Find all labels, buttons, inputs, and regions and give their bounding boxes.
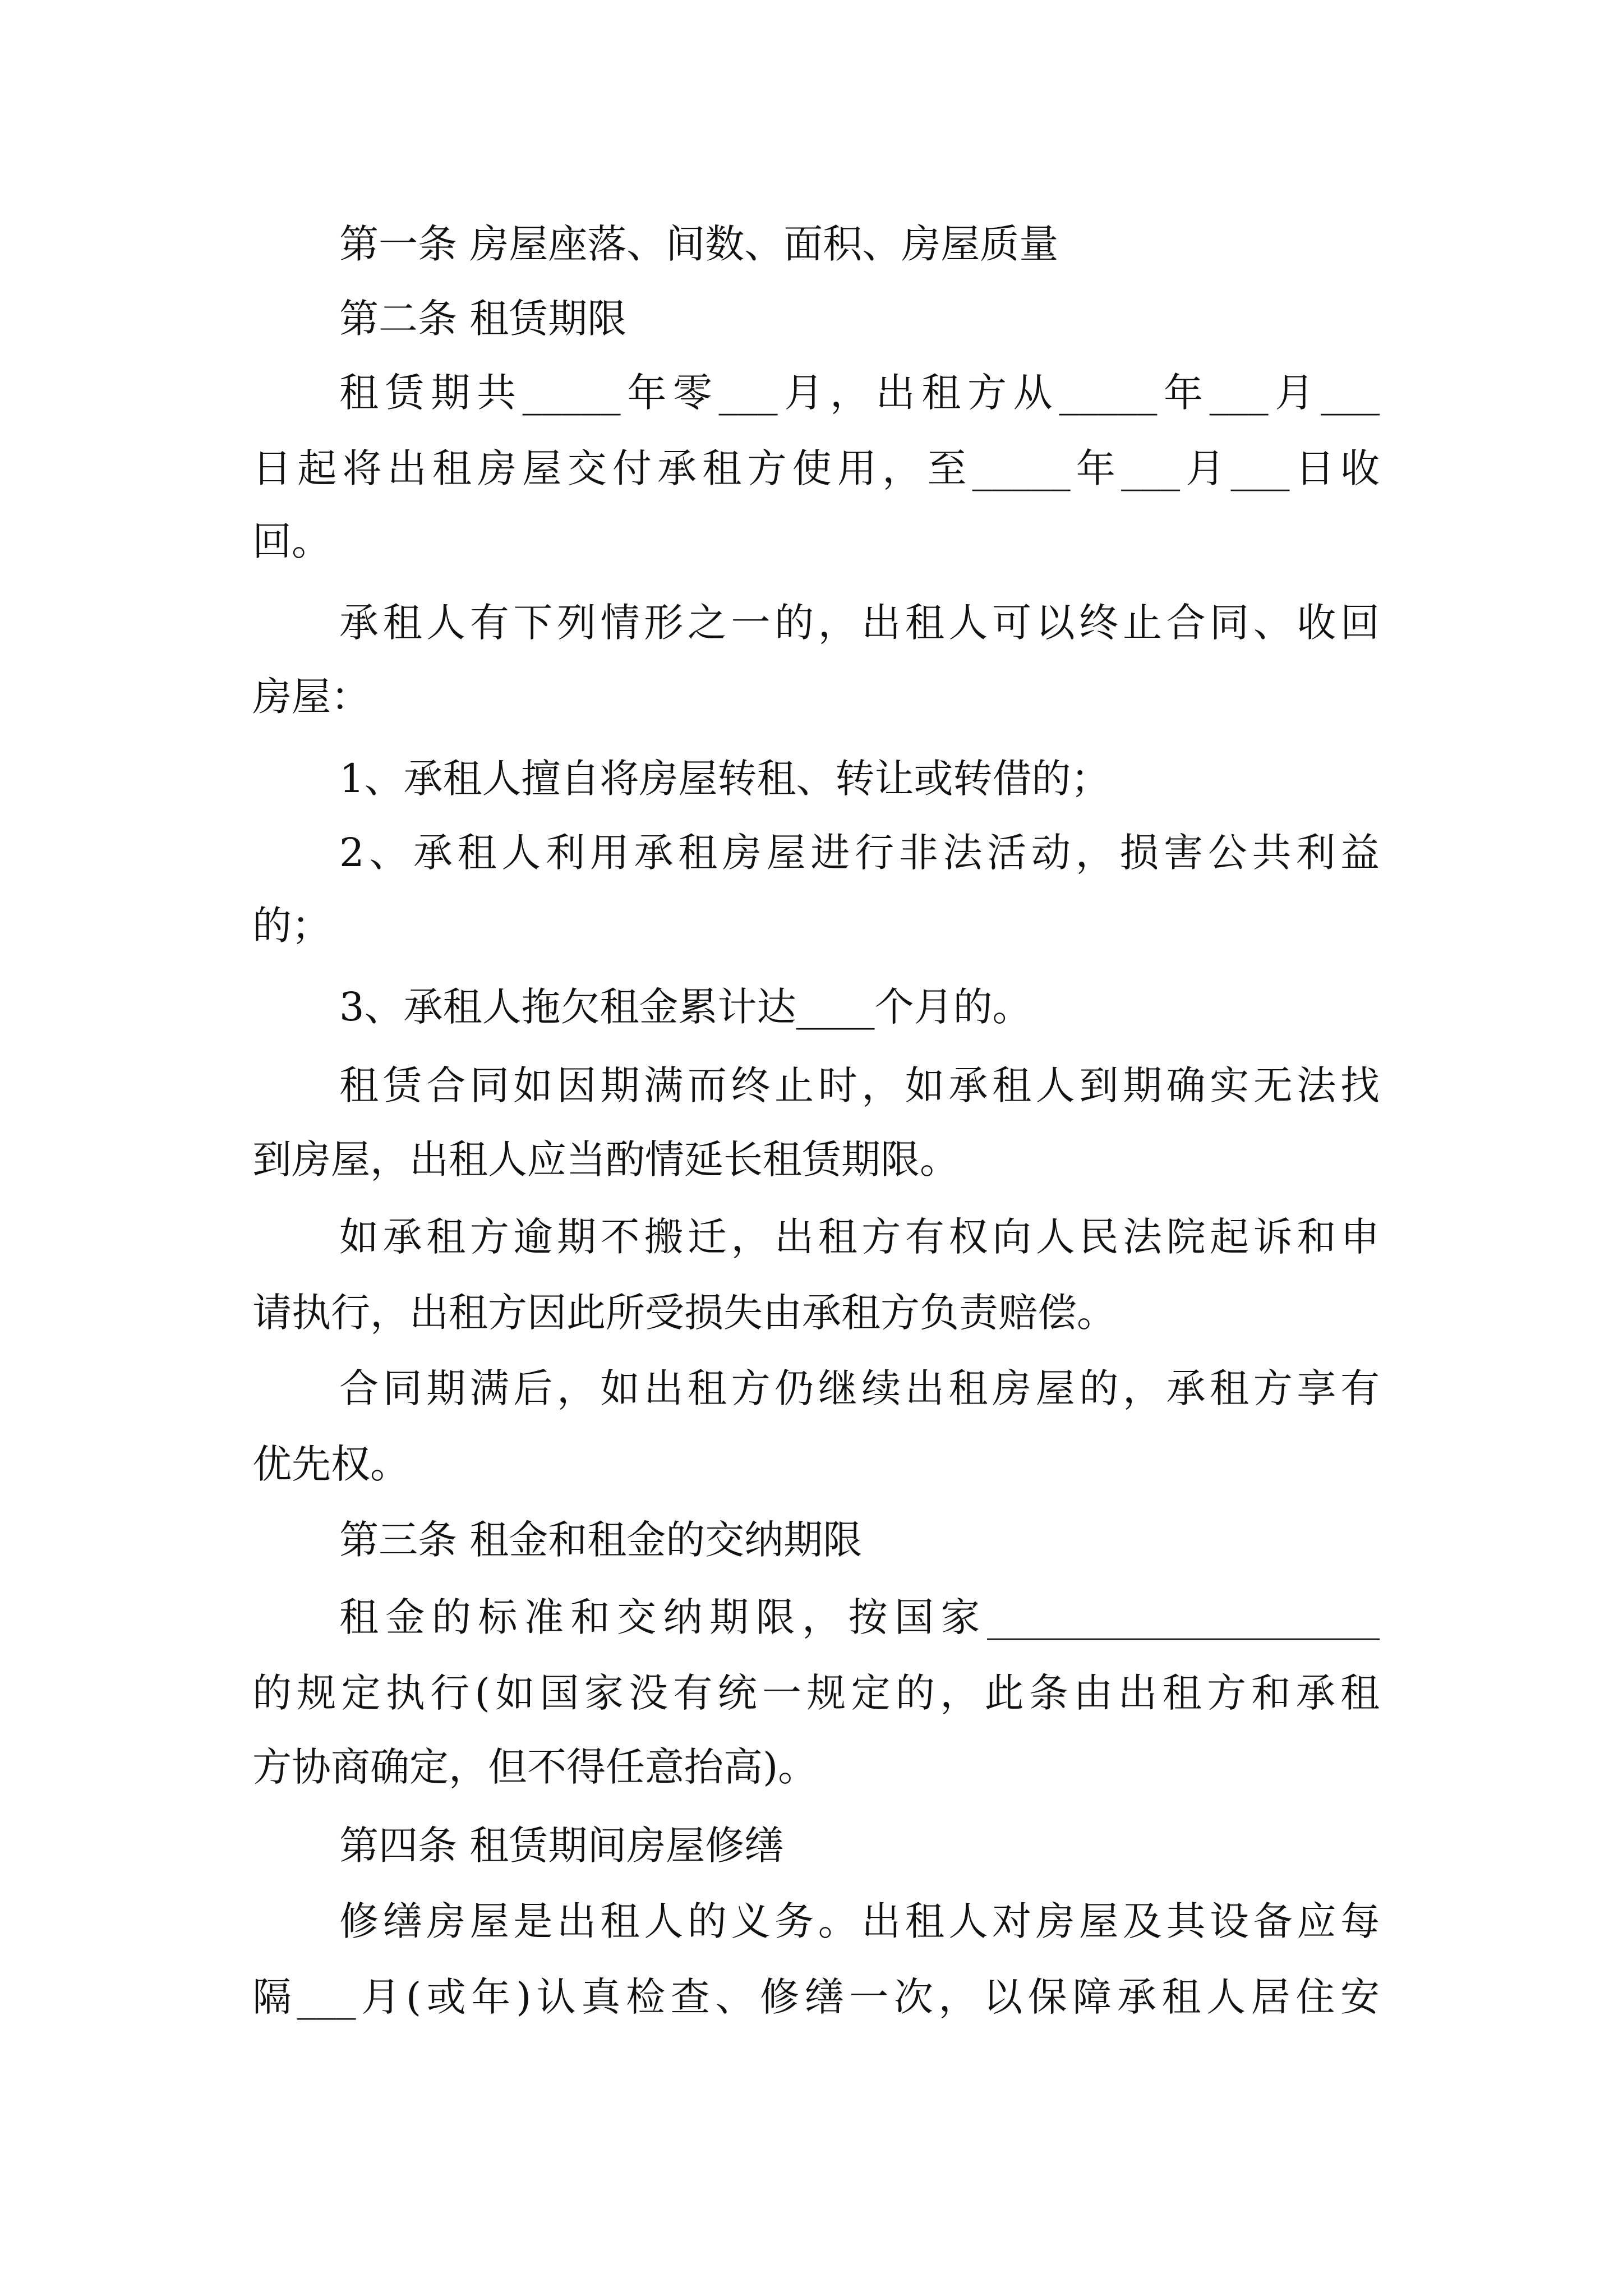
paragraph-line: 日起将出租房屋交付承租方使用，至_____年___月___日收 (252, 445, 1380, 491)
paragraph-line: 优先权。 (252, 1441, 409, 1487)
paragraph-line: 的规定执行(如国家没有统一规定的，此条由出租方和承租 (252, 1670, 1380, 1716)
paragraph-line: 合同期满后，如出租方仍继续出租房屋的，承租方享有 (339, 1365, 1380, 1411)
paragraph-line: 租赁合同如因期满而终止时，如承租人到期确实无法找 (339, 1062, 1380, 1108)
paragraph-line: 的； (252, 903, 331, 949)
article-4-heading: 第四条 租赁期间房屋修缮 (339, 1823, 784, 1869)
paragraph-line: 到房屋，出租人应当酌情延长租赁期限。 (252, 1137, 959, 1182)
paragraph-line: 租金的标准和交纳期限，按国家____________________ (339, 1594, 1380, 1640)
paragraph-line: 承租人有下列情形之一的，出租人可以终止合同、收回 (339, 600, 1380, 646)
article-2-heading: 第二条 租赁期限 (339, 296, 627, 342)
paragraph-line: 隔___月(或年)认真检查、修缮一次，以保障承租人居住安 (252, 1974, 1380, 2020)
paragraph-line: 方协商确定，但不得任意抬高)。 (252, 1744, 818, 1790)
paragraph-line: 房屋： (252, 674, 370, 720)
list-item: 1、承租人擅自将房屋转租、转让或转借的； (339, 756, 1110, 802)
paragraph-line: 租赁期共_____年零___月，出租方从_____年___月___ (339, 370, 1380, 416)
paragraph-line: 如承租方逾期不搬迁，出租方有权向人民法院起诉和申 (339, 1214, 1380, 1260)
list-item: 3、承租人拖欠租金累计达____个月的。 (339, 984, 1032, 1030)
list-item: 2、承租人利用承租房屋进行非法活动，损害公共利益 (339, 830, 1380, 876)
paragraph-line: 修缮房屋是出租人的义务。出租人对房屋及其设备应每 (339, 1898, 1380, 1944)
paragraph-line: 回。 (252, 518, 331, 564)
paragraph-line: 请执行，出租方因此所受损失由承租方负责赔偿。 (252, 1290, 1116, 1336)
article-1-heading: 第一条 房屋座落、间数、面积、房屋质量 (339, 221, 1059, 267)
article-3-heading: 第三条 租金和租金的交纳期限 (339, 1517, 863, 1563)
